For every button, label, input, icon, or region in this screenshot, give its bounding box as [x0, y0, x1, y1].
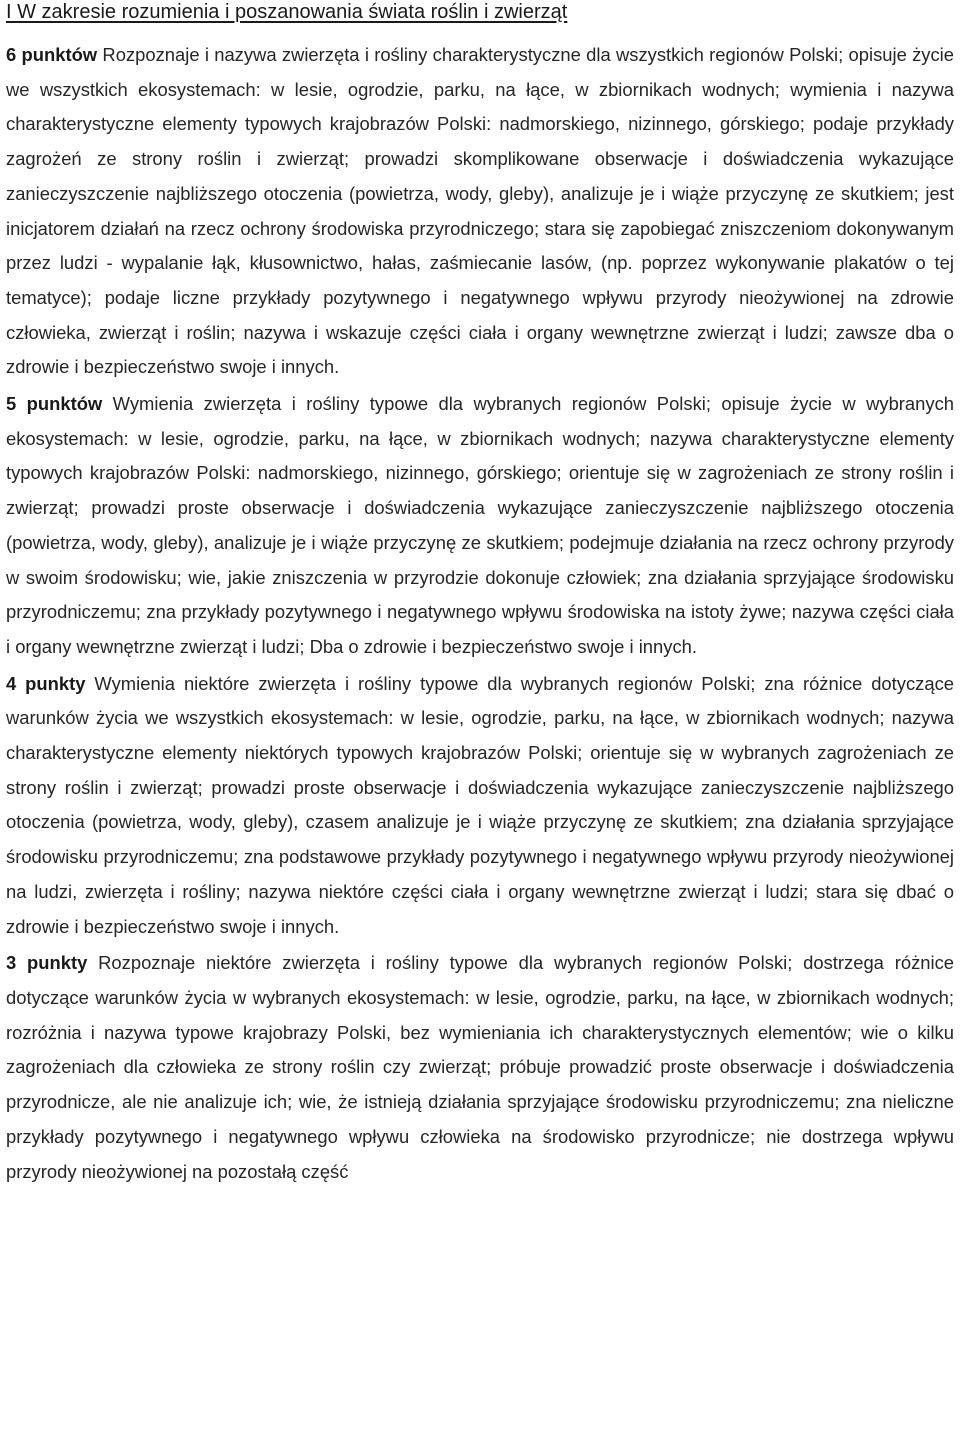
criteria-lead-5: 5 punktów — [6, 393, 103, 415]
criteria-5-points — [6, 387, 954, 665]
criteria-text-5: Wymienia zwierzęta i rośliny typowe dla wybranych regionów Polski; opisuje życie w wybranych ekosystemach: w lesie, ogrodzie, parku, na łące, w zbiornikach wodnych; nazywa charakterystyczne elementy typowych krajobrazów Polski: nadmorskiego, nizinnego, górskiego; orientuje się w zagrożeniach ze strony roślin i zwierząt; prowadzi proste obserwacje i doświadczenia wykazujące zanieczyszczenie najbliższego otoczenia (powietrza, wody, gleby), analizuje je i wiąże przyczynę ze skutkiem; podejmuje działania na rzecz ochrony przyrody w swoim środowisku; wie, jakie zniszczenia w przyrodzie dokonuje człowiek; zna działania sprzyjające środowisku przyrodniczemu; zna przykłady pozytywnego i negatywnego wpływu środowiska na istoty żywe; nazywa części ciała i organy wewnętrzne zwierząt i ludzi; Dba o zdrowie i bezpieczeństwo swoje i innych. — [6, 393, 954, 657]
criteria-3-points — [6, 946, 954, 1189]
criteria-text-4: Wymienia niektóre zwierzęta i rośliny typowe dla wybranych regionów Polski; zna różnice dotyczące warunków życia we wszystkich ekosystemach: w lesie, ogrodzie, parku, na łące, w zbiornikach wodnych; nazywa charakterystyczne elementy niektórych typowych krajobrazów Polski; orientuje się w wybranych zagrożeniach ze strony roślin i zwierząt; prowadzi proste obserwacje i doświadczenia wykazujące zanieczyszczenie najbliższego otoczenia (powietrza, wody, gleby), czasem analizuje je i wiąże przyczynę ze skutkiem; zna działania sprzyjające środowisku przyrodniczemu; zna podstawowe przykłady pozytywnego i negatywnego wpływu przyrody nieożywionej na ludzi, zwierzęta i rośliny; nazywa niektóre części ciała i organy wewnętrzne zwierząt i ludzi; stara się dbać o zdrowie i bezpieczeństwo swoje i innych. — [6, 672, 954, 937]
criteria-6-points — [6, 38, 954, 385]
criteria-lead-6: 6 punktów — [6, 44, 98, 65]
criteria-lead-3: 3 punkty — [6, 952, 88, 974]
criteria-text-6: Rozpoznaje i nazywa zwierzęta i rośliny charakterystyczne dla wszystkich regionów Polski; opisuje życie we wszystkich ekosystemach: w lesie, ogrodzie, parku, na łące, w zbiornikach wodnych; wymienia i nazywa charakterystyczne elementy typowych krajobrazów Polski: nadmorskiego, nizinnego, górskiego; podaje przykłady zagrożeń ze strony roślin i zwierząt; prowadzi skomplikowane obserwacje i doświadczenia wykazujące zanieczyszczenie najbliższego otoczenia (powietrza, wody, gleby), analizuje je i wiąże przyczynę ze skutkiem; jest inicjatorem działań na rzecz ochrony środowiska przyrodniczego; stara się zapobiegać zniszczeniom dokonywanym przez ludzi - wypalanie łąk, kłusownictwo, hałas, zaśmiecanie lasów, (np. poprzez wykonywanie plakatów o tej tematyce); podaje liczne przykłady pozytywnego i negatywnego wpływu przyrody nieożywionej na zdrowie człowieka, zwierząt i roślin; nazywa i wskazuje części ciała i organy wewnętrzne zwierząt i ludzi; zawsze dba o zdrowie i bezpieczeństwo swoje i innych. — [6, 44, 954, 378]
criteria-text-3: Rozpoznaje niektóre zwierzęta i rośliny typowe dla wybranych regionów Polski; dostrzega różnice dotyczące warunków życia w wybranych ekosystemach: w lesie, ogrodzie, parku, na łące, w zbiornikach wodnych; rozróżnia i nazywa typowe krajobrazy Polski, bez wymieniania ich charakterystycznych elementów; wie o kilku zagrożeniach dla człowieka ze strony roślin czy zwierząt; próbuje prowadzić proste obserwacje i doświadczenia przyrodnicze, ale nie analizuje ich; wie, że istnieją działania sprzyjające środowisku przyrodniczemu; zna nieliczne przykłady pozytywnego i negatywnego wpływu człowieka na środowisko przyrodnicze; nie dostrzega wpływu przyrody nieożywionej na pozostałą część — [6, 952, 954, 1182]
criteria-lead-4: 4 punkty — [6, 672, 86, 694]
criteria-4-points — [6, 667, 954, 945]
section-heading: I W zakresie rozumienia i poszanowania świata roślin i zwierząt — [6, 1, 568, 23]
